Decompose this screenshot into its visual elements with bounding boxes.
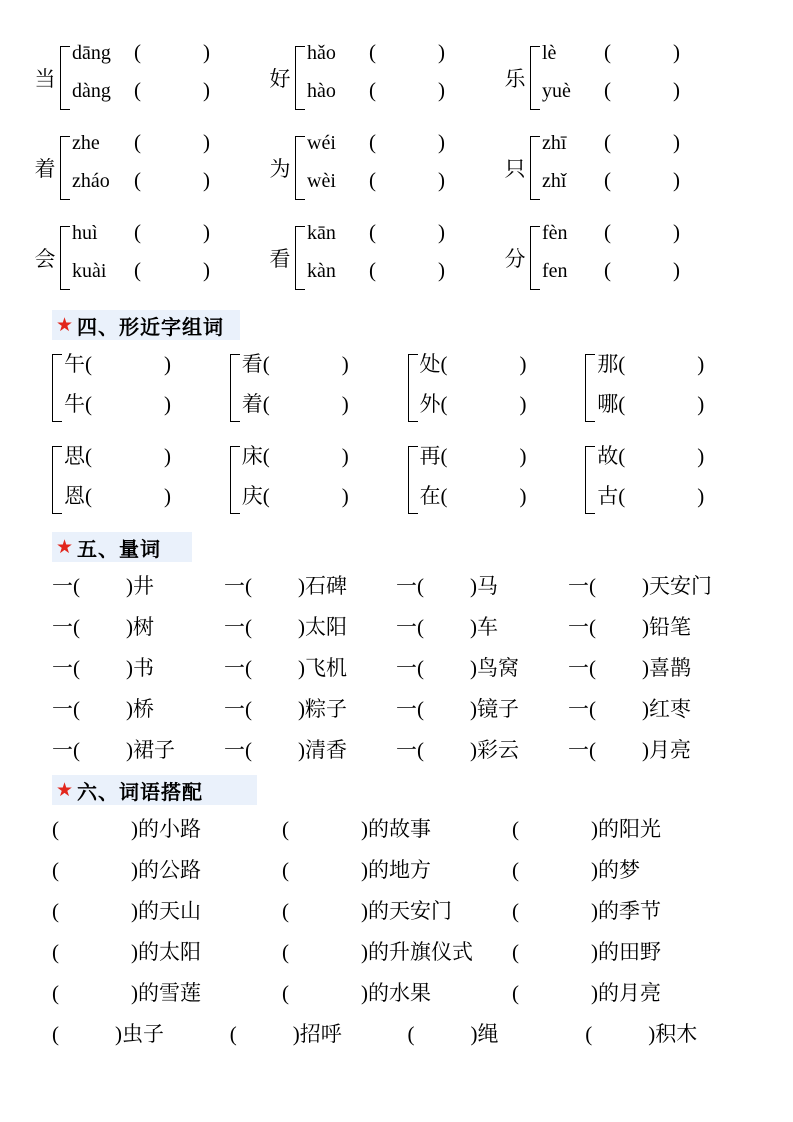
similar-line (242, 440, 349, 480)
measure-item[interactable]: 一( )飞机 (224, 656, 347, 680)
polyphonic-char: 着 (34, 157, 56, 181)
collocation-row (30, 895, 763, 925)
similar-line (597, 480, 704, 520)
collocation-word: 的升旗仪式 (368, 940, 473, 964)
answer-blank[interactable]: ( ) (369, 220, 445, 244)
measure-row (30, 734, 763, 764)
collocation-row (30, 936, 763, 966)
pinyin-label: kān (307, 222, 336, 244)
pinyin-label: zhe (72, 132, 100, 154)
polyphonic-char: 好 (269, 67, 291, 91)
measure-item[interactable]: 一( )鸟窝 (396, 656, 519, 680)
answer-blank[interactable]: ( ) (262, 352, 349, 376)
collocation-word: 的阳光 (598, 817, 661, 841)
collocation-word: 的小路 (138, 817, 201, 841)
polyphonic-group (30, 220, 265, 296)
collocation-word: 的梦 (598, 858, 640, 882)
collocation-word: 虫子 (122, 1022, 164, 1046)
polyphonic-row (30, 130, 763, 206)
similar-line (597, 348, 704, 388)
brace-icon (295, 130, 305, 206)
collocation-item[interactable]: ( )的小路 (52, 817, 201, 841)
pinyin-label: zhī (542, 132, 567, 154)
collocation-word: 招呼 (299, 1022, 342, 1046)
collocation-item[interactable]: ( )的雪莲 (52, 981, 201, 1005)
collocation-word: 的雪莲 (138, 981, 201, 1005)
answer-blank[interactable]: ( ) (369, 168, 445, 192)
similar-group (408, 348, 586, 428)
answer-blank[interactable]: ( ) (618, 352, 705, 376)
answer-blank[interactable]: ( ) (85, 352, 171, 376)
polyphonic-line (307, 40, 445, 78)
brace-icon (295, 220, 305, 296)
measure-item[interactable]: 一( )清香 (224, 738, 347, 762)
measure-row (30, 693, 763, 723)
answer-blank[interactable]: ( ) (440, 392, 527, 416)
collocation-word: 的地方 (368, 858, 431, 882)
polyphonic-row (30, 40, 763, 116)
answer-blank[interactable]: ( ) (262, 484, 349, 508)
answer-blank[interactable]: ( ) (618, 484, 705, 508)
polyphonic-char: 当 (34, 67, 56, 91)
answer-blank[interactable]: ( ) (85, 484, 171, 508)
measure-item[interactable]: 一( )太阳 (224, 615, 347, 639)
collocation-word: 的公路 (138, 858, 201, 882)
answer-blank[interactable]: ( ) (134, 130, 210, 154)
measure-noun: 桥 (133, 697, 154, 721)
polyphonic-line (542, 220, 680, 258)
similar-char: 看 (241, 352, 263, 376)
polyphonic-char: 乐 (504, 67, 526, 91)
measure-noun: 喜鹊 (649, 656, 691, 680)
collocation-row (30, 854, 763, 884)
measure-noun: 书 (133, 656, 154, 680)
measure-item[interactable]: 一( )铅笔 (568, 615, 691, 639)
similar-row (30, 348, 763, 428)
measure-noun: 太阳 (305, 615, 347, 639)
section-heading-4 (52, 310, 240, 340)
collocation-item[interactable]: ( )的梦 (512, 858, 640, 882)
pinyin-label: yuè (542, 80, 571, 102)
similar-line (64, 480, 171, 520)
similar-char: 恩 (64, 484, 85, 508)
collocation-item[interactable]: ( )的月亮 (512, 981, 661, 1005)
similar-line (597, 388, 704, 428)
measure-item[interactable]: 一( )井 (52, 574, 154, 598)
polyphonic-group (30, 130, 265, 206)
brace-icon (230, 440, 240, 520)
measure-noun: 镜子 (477, 697, 519, 721)
similar-group (408, 440, 586, 520)
measure-noun: 马 (477, 574, 498, 598)
polyphonic-line (307, 258, 445, 296)
collocation-item[interactable]: ( )的季节 (512, 899, 661, 923)
brace-icon (295, 40, 305, 116)
polyphonic-line (542, 40, 680, 78)
similar-char: 那 (597, 352, 619, 376)
measure-noun: 粽子 (305, 697, 347, 721)
collocation-item[interactable]: ( )的故事 (282, 817, 431, 841)
measure-item[interactable]: 一( )彩云 (396, 738, 519, 762)
similar-char: 庆 (241, 484, 263, 508)
polyphonic-group (265, 130, 500, 206)
collocation-item[interactable]: ( )虫子 (52, 1022, 164, 1046)
collocation-item[interactable]: ( )积木 (585, 1022, 698, 1046)
polyphonic-char: 会 (34, 247, 56, 271)
answer-blank[interactable]: ( ) (134, 168, 210, 192)
similar-line (420, 388, 527, 428)
brace-icon (530, 40, 540, 116)
answer-blank[interactable]: ( ) (134, 40, 210, 64)
polyphonic-line (72, 40, 210, 78)
answer-blank[interactable]: ( ) (440, 444, 527, 468)
star-icon: ★ (56, 536, 74, 558)
answer-blank[interactable]: ( ) (604, 220, 680, 244)
similar-char: 思 (64, 444, 85, 468)
brace-icon (585, 348, 595, 428)
answer-blank[interactable]: ( ) (262, 392, 349, 416)
collocation-item[interactable]: ( )的田野 (512, 940, 661, 964)
polyphonic-section (0, 0, 793, 296)
brace-icon (60, 130, 70, 206)
similar-line (420, 440, 527, 480)
brace-icon (60, 220, 70, 296)
measure-item[interactable]: 一( )车 (396, 615, 498, 639)
similar-line (242, 480, 349, 520)
polyphonic-line (72, 168, 210, 206)
collocation-item[interactable]: ( )的阳光 (512, 817, 661, 841)
similar-char: 古 (597, 484, 619, 508)
measure-item[interactable]: 一( )月亮 (568, 738, 691, 762)
collocation-row (30, 813, 763, 843)
answer-blank[interactable]: ( ) (604, 40, 680, 64)
answer-blank[interactable]: ( ) (604, 258, 680, 282)
answer-blank[interactable]: ( ) (618, 392, 705, 416)
similar-group (585, 348, 763, 428)
section-heading-5 (52, 532, 192, 562)
section-title: 六、词语搭配 (77, 781, 204, 804)
similar-line (64, 388, 171, 428)
polyphonic-group (265, 40, 500, 116)
measure-item[interactable]: 一( )桥 (52, 697, 154, 721)
polyphonic-line (72, 78, 210, 116)
pinyin-label: hào (307, 80, 336, 102)
pinyin-label: zháo (72, 170, 110, 192)
similar-char: 外 (419, 392, 441, 416)
brace-icon (585, 440, 595, 520)
collocation-word: 的水果 (368, 981, 431, 1005)
measure-noun: 裙子 (133, 738, 175, 762)
measure-noun: 飞机 (305, 656, 347, 680)
measure-item[interactable]: 一( )马 (396, 574, 498, 598)
polyphonic-group (500, 130, 735, 206)
similar-char: 故 (597, 444, 619, 468)
pinyin-label: zhǐ (542, 170, 567, 192)
pinyin-label: fèn (542, 222, 568, 244)
collocation-item[interactable]: ( )的水果 (282, 981, 431, 1005)
similar-line (64, 440, 171, 480)
polyphonic-char: 分 (504, 247, 526, 271)
polyphonic-group (30, 40, 265, 116)
answer-blank[interactable]: ( ) (618, 444, 705, 468)
answer-blank[interactable]: ( ) (85, 444, 171, 468)
brace-icon (52, 440, 62, 520)
collocation-word: 的月亮 (598, 981, 661, 1005)
polyphonic-line (307, 168, 445, 206)
similar-line (242, 348, 349, 388)
measure-item[interactable]: 一( )红枣 (568, 697, 691, 721)
measure-item[interactable]: 一( )天安门 (568, 574, 712, 598)
pinyin-label: wèi (307, 170, 336, 192)
polyphonic-group (265, 220, 500, 296)
polyphonic-group (500, 40, 735, 116)
star-icon: ★ (56, 314, 74, 336)
collocation-item[interactable]: ( )招呼 (229, 1022, 342, 1046)
polyphonic-group (500, 220, 735, 296)
polyphonic-line (72, 130, 210, 168)
similar-row (30, 440, 763, 520)
similar-line (64, 348, 171, 388)
answer-blank[interactable]: ( ) (604, 130, 680, 154)
pinyin-label: dāng (72, 42, 111, 64)
brace-icon (530, 220, 540, 296)
similar-char: 牛 (64, 392, 85, 416)
collocation-word: 的田野 (598, 940, 661, 964)
measure-noun: 树 (133, 615, 154, 639)
similar-char: 处 (419, 352, 441, 376)
collocation-word: 的季节 (598, 899, 661, 923)
similar-char: 午 (64, 352, 85, 376)
measure-row (30, 652, 763, 682)
measure-noun: 石碑 (305, 574, 347, 598)
brace-icon (52, 348, 62, 428)
collocation-word: 的天安门 (368, 899, 452, 923)
polyphonic-char: 只 (504, 157, 526, 181)
polyphonic-char: 看 (269, 247, 291, 271)
collocation-item[interactable]: ( )的太阳 (52, 940, 201, 964)
measure-item[interactable]: 一( )粽子 (224, 697, 347, 721)
answer-blank[interactable]: ( ) (134, 258, 210, 282)
section-title: 五、量词 (77, 538, 162, 561)
polyphonic-line (307, 220, 445, 258)
star-icon: ★ (56, 779, 74, 801)
collocation-item[interactable]: ( )的天安门 (282, 899, 452, 923)
similar-characters-section (0, 346, 793, 520)
pinyin-label: fen (542, 260, 568, 282)
pinyin-label: wéi (307, 132, 336, 154)
measure-noun: 清香 (305, 738, 347, 762)
measure-item[interactable]: 一( )镜子 (396, 697, 519, 721)
collocation-item[interactable]: ( )的天山 (52, 899, 201, 923)
measure-words-section (0, 568, 793, 764)
polyphonic-line (542, 78, 680, 116)
pinyin-label: dàng (72, 80, 111, 102)
section-heading-6 (52, 775, 257, 805)
brace-icon (60, 40, 70, 116)
similar-group (52, 348, 230, 428)
polyphonic-line (542, 258, 680, 296)
answer-blank[interactable]: ( ) (604, 78, 680, 102)
answer-blank[interactable]: ( ) (262, 444, 349, 468)
collocation-row (30, 1018, 763, 1048)
answer-blank[interactable]: ( ) (440, 352, 527, 376)
collocation-word: 的太阳 (138, 940, 201, 964)
measure-noun: 天安门 (649, 574, 712, 598)
pinyin-label: hǎo (307, 42, 336, 64)
brace-icon (408, 440, 418, 520)
polyphonic-line (72, 220, 210, 258)
measure-noun: 月亮 (649, 738, 691, 762)
similar-group (230, 440, 408, 520)
similar-char: 哪 (597, 392, 619, 416)
measure-noun: 鸟窝 (477, 656, 519, 680)
pinyin-label: huì (72, 222, 98, 244)
collocation-item[interactable]: ( )的公路 (52, 858, 201, 882)
pinyin-label: lè (542, 42, 557, 64)
pinyin-label: kàn (307, 260, 336, 282)
measure-noun: 车 (477, 615, 498, 639)
measure-noun: 红枣 (649, 697, 691, 721)
measure-noun: 彩云 (477, 738, 519, 762)
section-title: 四、形近字组词 (77, 316, 225, 339)
answer-blank[interactable]: ( ) (369, 40, 445, 64)
similar-line (420, 480, 527, 520)
answer-blank[interactable]: ( ) (440, 484, 527, 508)
similar-char: 着 (241, 392, 263, 416)
collocation-item[interactable]: ( )绳 (407, 1022, 499, 1046)
answer-blank[interactable]: ( ) (369, 258, 445, 282)
collocation-section (0, 811, 793, 1048)
measure-item[interactable]: 一( )裙子 (52, 738, 175, 762)
collocation-word: 的故事 (368, 817, 431, 841)
similar-line (242, 388, 349, 428)
measure-item[interactable]: 一( )喜鹊 (568, 656, 691, 680)
similar-line (420, 348, 527, 388)
answer-blank[interactable]: ( ) (134, 220, 210, 244)
polyphonic-line (307, 130, 445, 168)
pinyin-label: kuài (72, 260, 107, 282)
measure-item[interactable]: 一( )石碑 (224, 574, 347, 598)
collocation-item[interactable]: ( )的地方 (282, 858, 431, 882)
polyphonic-row (30, 220, 763, 296)
answer-blank[interactable]: ( ) (604, 168, 680, 192)
measure-item[interactable]: 一( )书 (52, 656, 154, 680)
similar-group (52, 440, 230, 520)
measure-noun: 井 (133, 574, 154, 598)
similar-group (230, 348, 408, 428)
polyphonic-line (542, 130, 680, 168)
similar-line (597, 440, 704, 480)
measure-item[interactable]: 一( )树 (52, 615, 154, 639)
similar-char: 在 (419, 484, 441, 508)
measure-row (30, 611, 763, 641)
polyphonic-line (72, 258, 210, 296)
polyphonic-line (542, 168, 680, 206)
similar-char: 再 (419, 444, 441, 468)
brace-icon (408, 348, 418, 428)
collocation-word: 的天山 (138, 899, 201, 923)
collocation-item[interactable]: ( )的升旗仪式 (282, 940, 473, 964)
polyphonic-char: 为 (269, 157, 291, 181)
collocation-word: 绳 (477, 1022, 499, 1046)
answer-blank[interactable]: ( ) (85, 392, 171, 416)
measure-noun: 铅笔 (649, 615, 691, 639)
brace-icon (230, 348, 240, 428)
similar-char: 床 (241, 444, 263, 468)
polyphonic-line (307, 78, 445, 116)
similar-group (585, 440, 763, 520)
answer-blank[interactable]: ( ) (369, 78, 445, 102)
collocation-row (30, 977, 763, 1007)
answer-blank[interactable]: ( ) (369, 130, 445, 154)
brace-icon (530, 130, 540, 206)
answer-blank[interactable]: ( ) (134, 78, 210, 102)
measure-row (30, 570, 763, 600)
collocation-word: 积木 (655, 1022, 698, 1046)
